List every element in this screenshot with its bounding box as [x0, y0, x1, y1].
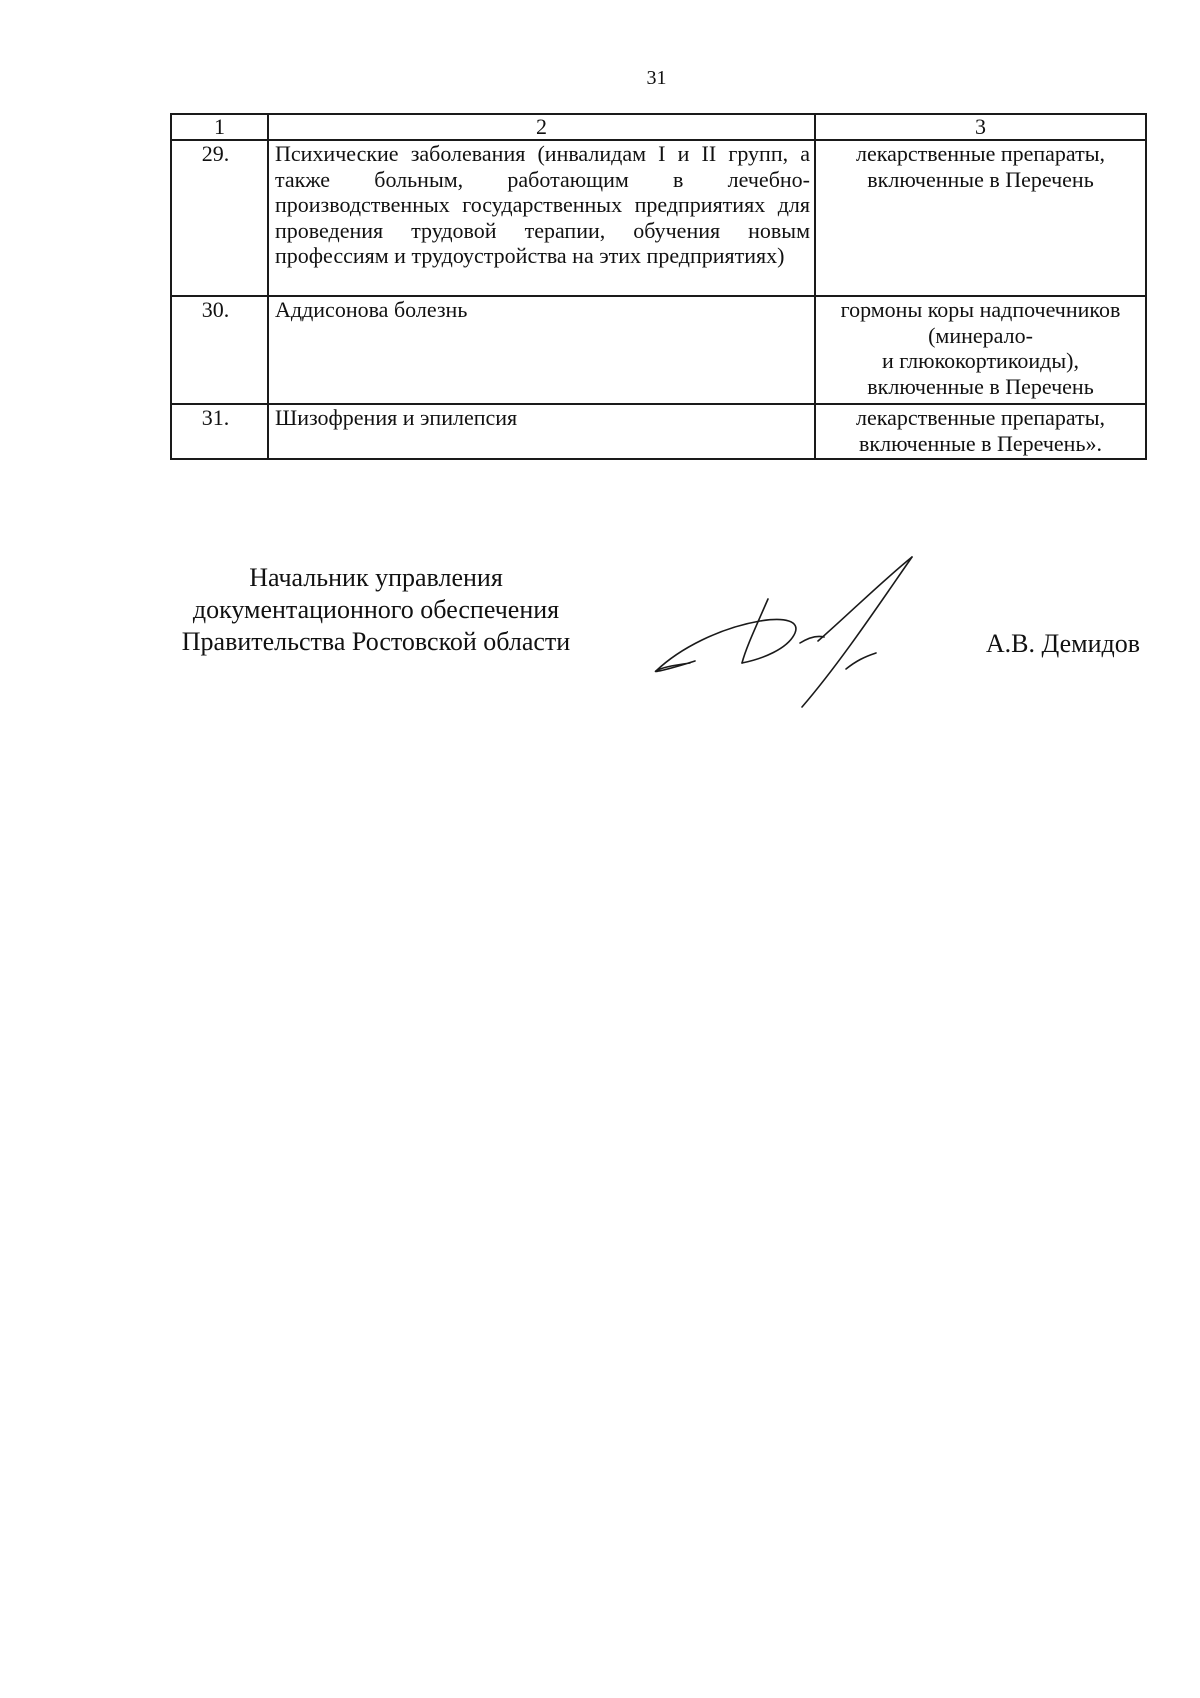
drugs-line: (минерало-: [928, 322, 1033, 348]
drugs-line: и глюкокортикоиды),: [882, 348, 1079, 373]
column-header-3: 3: [815, 114, 1146, 140]
signatory-name: А.В. Демидов: [985, 629, 1140, 658]
column-header-1: 1: [171, 114, 268, 140]
column-header-2: 2: [268, 114, 815, 140]
table-header-row: [171, 114, 1146, 140]
drugs-cell: лекарственные препараты, включенные в Перечень».: [815, 404, 1146, 459]
drugs-cell: лекарственные препараты, включенные в Перечень: [815, 140, 1146, 296]
drug-provision-table: [170, 113, 1147, 460]
signatory-position-line: документационного обеспечения: [192, 595, 560, 624]
row-number: 30.: [171, 296, 268, 404]
drugs-cell: [815, 296, 1146, 404]
row-number: 29.: [171, 140, 268, 296]
signatory-position-line: Правительства Ростовской области: [181, 627, 571, 656]
disease-cell: Аддисонова болезнь: [268, 296, 815, 404]
signatory-position-line: Начальник управления: [249, 563, 503, 592]
table-row: [171, 296, 1146, 404]
page-number: 31: [646, 67, 667, 89]
drugs-line: гормоны коры надпочечников: [840, 297, 1121, 322]
drugs-line: включенные в Перечень: [867, 373, 1094, 399]
row-number: 31.: [171, 404, 268, 459]
table-row: [171, 404, 1146, 459]
handwritten-signature: [650, 553, 940, 713]
disease-cell: Шизофрения и эпилепсия: [268, 404, 815, 459]
table-row: [171, 140, 1146, 296]
signatory-position: [160, 562, 592, 658]
disease-cell: Психические заболевания (инвалидам I и II групп, а также больным, работающим в лечебно-производственных государственных предприятиях для проведения трудовой терапии, обучения новым профессиям и трудоустройства на этих предприятиях): [268, 140, 815, 296]
